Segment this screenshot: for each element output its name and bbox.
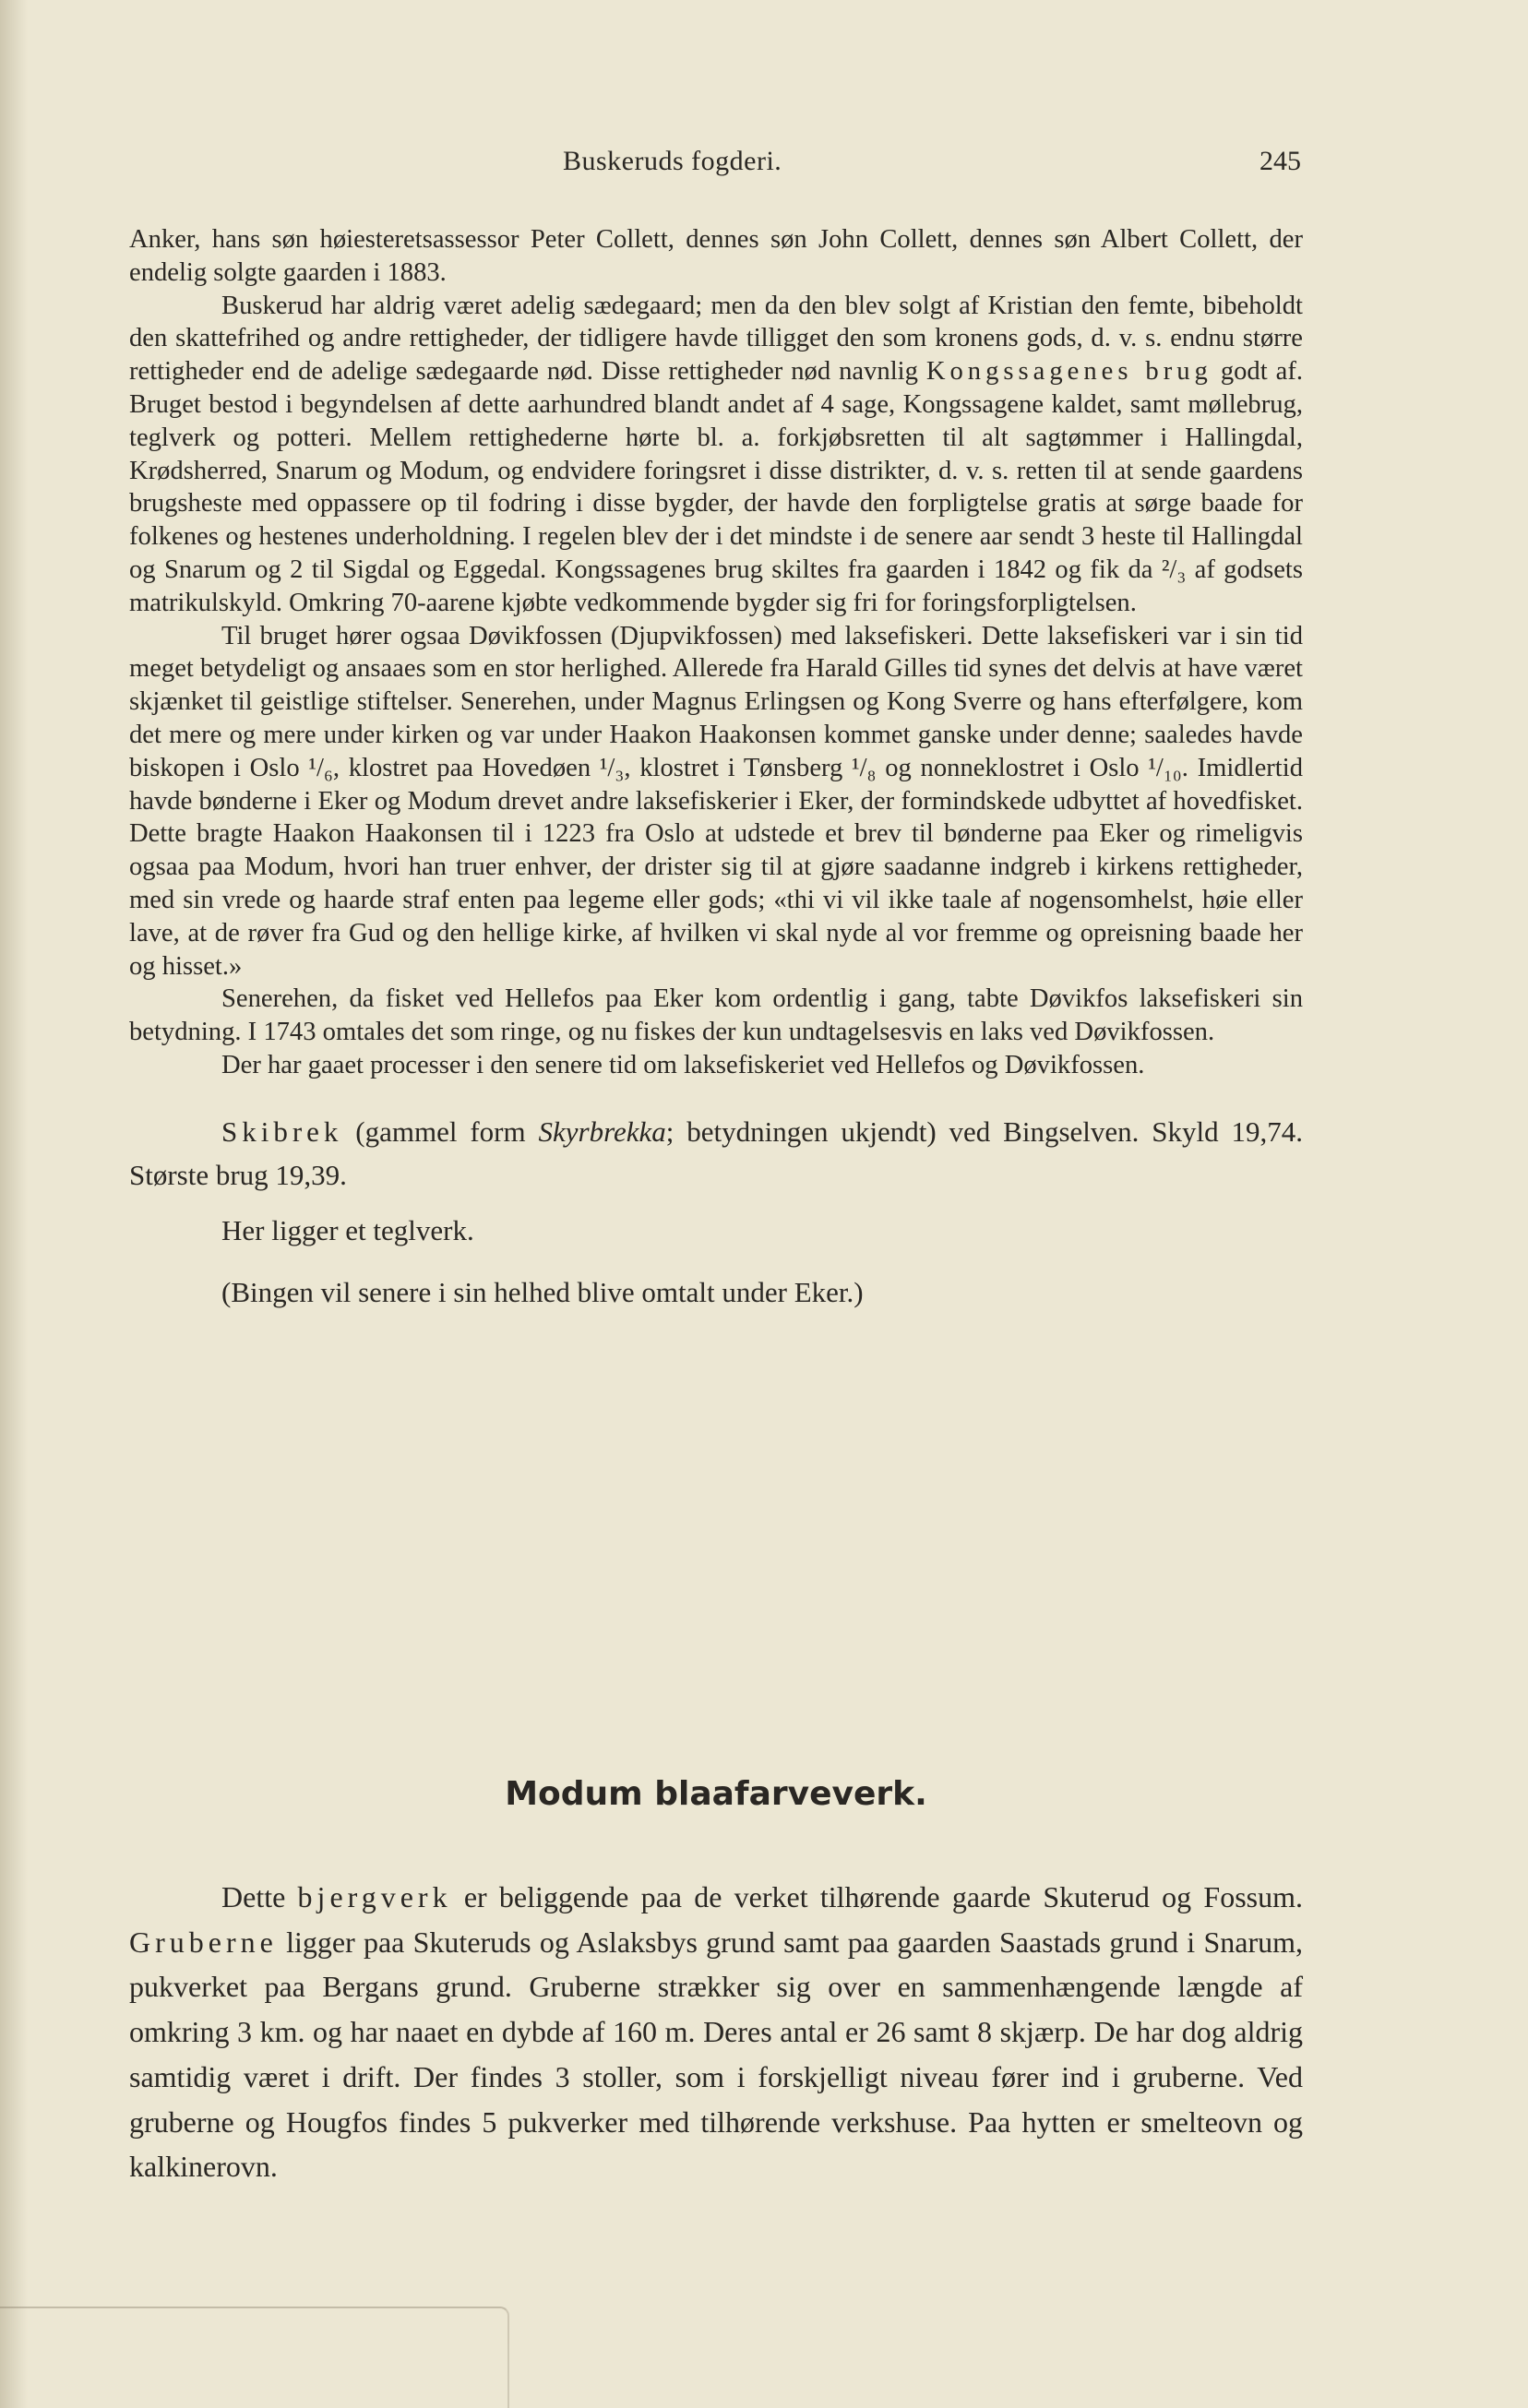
skibrek-old-form: Skyrbrekka	[538, 1115, 666, 1148]
skibrek-text-pre: (gammel form	[342, 1115, 539, 1148]
scan-bottom-edge-mark	[0, 2307, 509, 2408]
bjergverk-term: bjergverk	[297, 1880, 452, 1913]
bingen-note: (Bingen vil senere i sin helhed blive omtalt under Eker.)	[221, 1276, 864, 1309]
kongssagenes-brug-term: Kongssagenes brug	[925, 357, 1212, 387]
paragraph-buskerud-text-b: godt af. Bruget bestod i begyndelsen af dette aarhundred blandt andet af 4 sage, Kongssagene kaldet, samt møllebrug, teglverk og potteri. Mellem rettighederne hørte bl. a. forkjøbsretten til alt sagtømmer i Hallingdal, Krødsherred, Snarum og Modum, og endvidere foringsret i disse distrikter, d. v. s. retten til at sende gaardens brugsheste med oppassere op til fodring i disse bygder, der havde den forpligtelse gratis at sørge baade for folkenes og hestenes underholdning. I regelen blev der i det mindste i de senere aar sendt 3 heste til Hallingdal og Snarum og 2 til Sigdal og Eggedal. Kongssagenes brug skiltes fra gaarden i 1842 og fik da ²/₃ af godsets matrikulskyld. Omkring 70-aarene kjøbte vedkommende bygder sig fri for foringsforpligtelsen.	[129, 357, 1303, 617]
paragraph-hellefos: Senerehen, da fisket ved Hellefos paa Eker kom ordentlig i gang, tabte Døvikfos laksefiskeri sin betydning. I 1743 omtales det som ringe, og nu fiskes der kun undtagelsesvis en laks ved Døvikfossen.	[129, 984, 1303, 1047]
paragraph-processer: Der har gaaet processer i den senere tid om laksefiskeriet ved Hellefos og Døvikfossen.	[221, 1050, 1145, 1079]
page-edge-shadow	[0, 0, 28, 2408]
paragraph-anker: Anker, hans søn høiesteretsassessor Peter Collett, dennes søn John Collett, dennes søn Albert Collett, der endelig solgte gaarden i 1883.	[129, 225, 1303, 287]
section-body	[129, 1875, 1303, 2189]
section-body-text-2: er beliggende paa de verket tilhørende gaarde Skuterud og Fossum.	[451, 1880, 1304, 1913]
paragraph-buskerud	[129, 290, 1303, 620]
paragraph-skibrek	[129, 1110, 1303, 1198]
teglverk-note: Her ligger et teglverk.	[221, 1213, 474, 1246]
section-body-text-3: ligger paa Skuteruds og Aslaksbys grund samt paa gaarden Saastads grund i Snarum, pukverket paa Bergans grund. Gruberne strækker sig over en sammenhængende længde af omkring 3 km. og har naaet en dybde af 160 m. Deres antal er 26 samt 8 skjærp. De har dog aldrig samtidig været i drift. Der findes 3 stoller, som i forskjelligt niveau fører ind i gruberne. Ved gruberne og Hougfos findes 5 pukverker med tilhørende verkshuse. Paa hytten er smelteovn og kalkinerovn.	[129, 1925, 1303, 2184]
skibrek-name: Skibrek	[221, 1115, 343, 1148]
skibrek-text-post: ; betydningen ukjendt) ved Bingselven. Skyld 19,74. Største brug 19,39.	[129, 1115, 1303, 1192]
paragraph-buskerud-text-a: Buskerud har aldrig været adelig sædegaard; men da den blev solgt af Kristian den femte, bibeholdt den skattefrihed og andre rettigheder, der tidligere havde tilligget den som kronens gods, d. v. s. endnu større rettigheder end de adelige sædegaarde nød. Disse rettigheder nød navnlig	[129, 291, 1303, 387]
section-body-text-1: Dette	[221, 1880, 298, 1913]
page-number: 245	[1259, 146, 1301, 176]
gruberne-term: Gruberne	[129, 1925, 278, 1959]
section-title: Modum blaafarveverk.	[505, 1775, 927, 1813]
paragraph-dovikfossen: Til bruget hører ogsaa Døvikfossen (Djupvikfossen) med laksefiskeri. Dette laksefiskeri var i sin tid meget betydeligt og ansaaes som en stor herlighed. Allerede fra Harald Gilles tid synes det delvis at have været skjænket til geistlige stiftelser. Senerehen, under Magnus Erlingsen og Kong Sverre og hans efterfølgere, kom det mere og mere under kirken og var under Haakon Haakonsen kommet ganske under denne; saaledes havde biskopen i Oslo ¹/₆, klostret paa Hovedøen ¹/₃, klostret i Tønsberg ¹/₈ og nonneklostret i Oslo ¹/₁₀. Imidlertid havde bønderne i Eker og Modum drevet andre laksefiskerier i Eker, der formindskede udbyttet af hovedfisket. Dette bragte Haakon Haakonsen til i 1223 fra Oslo at udstede et brev til bønderne paa Eker og rimeligvis ogsaa paa Modum, hvori han truer enhver, der drister sig til at gjøre saadanne indgreb i kirkens rettigheder, med sin vrede og haarde straf enten paa legeme eller gods; «thi vi vil ikke taale af nogensomhelst, høie eller lave, at de røver fra Gud og den hellige kirke, af hvilken vi skal nyde al vor fremme og opreisning baade her og hisset.»	[129, 621, 1303, 981]
running-head: Buskeruds fogderi.	[563, 146, 782, 176]
page-header	[129, 138, 1301, 194]
main-text-column	[129, 223, 1303, 1315]
